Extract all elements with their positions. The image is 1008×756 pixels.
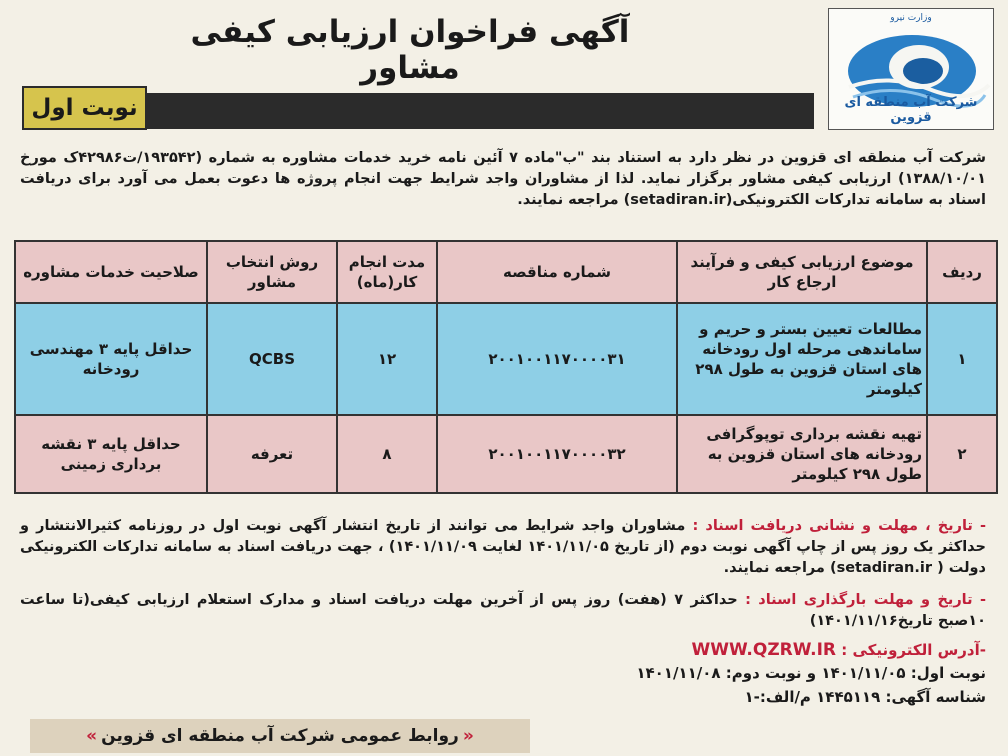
docs-text: مشاوران واجد شرایط می توانند از تاریخ انتشار آگهی نوبت اول در روزنامه کثیرالانتشار و حداکثر یک روز پس از چاپ آگهی نوبت دوم (از تاریخ ۱۴۰۱/۱۱/۰۵ لغایت ۱۴۰۱/۱۱/۰۹) ، جهت دریافت اسناد به سامانه تدارکات الکترونیکی دولت ( setadiran.ir) مراجعه نمایند.: [20, 518, 986, 576]
logo-caption: شرکت آب منطقه ای قزوین: [844, 95, 978, 125]
cell-row-number: ۱: [927, 303, 997, 415]
header-tender-number: شماره مناقصه: [437, 241, 677, 303]
cell-competence: حداقل پایه ۳ مهندسی رودخانه: [15, 303, 207, 415]
tender-table: [14, 240, 998, 494]
footer-quote-close: »: [86, 726, 98, 746]
table-row: [15, 303, 997, 415]
notice-title: آگهی فراخوان ارزیابی کیفی مشاور: [190, 14, 630, 86]
footer-quote-open: «: [462, 726, 474, 746]
publish-dates: نوبت اول: ۱۴۰۱/۱۱/۰۵ و نوبت دوم: ۱۴۰۱/۱۱/۰۸: [636, 664, 986, 682]
header-subject: موضوع ارزیابی کیفی و فرآیند ارجاع کار: [677, 241, 927, 303]
web-label: -آدرس الکترونیکی :: [841, 641, 986, 659]
header-competence: صلاحیت خدمات مشاوره: [15, 241, 207, 303]
cell-tender-number: ۲۰۰۱۰۰۱۱۷۰۰۰۰۳۲: [437, 415, 677, 493]
header-method: روش انتخاب مشاور: [207, 241, 337, 303]
table-header-row: [15, 241, 997, 303]
table-row: [15, 415, 997, 493]
cell-method: QCBS: [207, 303, 337, 415]
cell-competence: حداقل پایه ۳ نقشه برداری زمینی: [15, 415, 207, 493]
intro-paragraph: شرکت آب منطقه ای قزوین در نظر دارد به استناد بند "ب"ماده ۷ آئین نامه خرید خدمات مشاوره به شماره (۱۹۳۵۴۲/ت۴۲۹۸۶ک مورخ ۱۳۸۸/۱۰/۰۱) ارزیابی کیفی مشاور برگزار نماید. لذا از مشاوران واجد شرایط جهت انجام پروژه ها دعوت بعمل می آورد برای دریافت اسناد به سامانه تدارکات الکترونیکی(setadiran.ir) مراجعه نمایند.: [20, 150, 986, 208]
docs-section: [20, 516, 986, 579]
cell-row-number: ۲: [927, 415, 997, 493]
submit-section: [20, 590, 986, 632]
header-row-number: ردیف: [927, 241, 997, 303]
ad-id: شناسه آگهی: ۱۴۴۵۱۱۹ م/الف:-۱: [744, 688, 986, 706]
company-logo: [828, 8, 994, 130]
cell-duration: ۸: [337, 415, 437, 493]
submit-text: حداکثر ۷ (هفت) روز پس از آخرین مهلت دریافت اسناد و مدارک استعلام ارزیابی کیفی(تا ساعت ۱۰صبح تاریخ۱۴۰۱/۱۱/۱۶): [20, 592, 986, 629]
logo-top-text: وزارت نیرو: [890, 13, 932, 23]
cell-duration: ۱۲: [337, 303, 437, 415]
turn-badge: نوبت اول: [22, 86, 147, 130]
footer-banner: [30, 719, 530, 753]
web-address-link[interactable]: WWW.QZRW.IR: [691, 640, 836, 660]
footer-text: روابط عمومی شرکت آب منطقه ای قزوین: [101, 726, 459, 746]
cell-subject: تهیه نقشه برداری توپوگرافی رودخانه های استان قزوین به طول ۲۹۸ کیلومتر: [677, 415, 927, 493]
cell-subject: مطالعات تعیین بستر و حریم و ساماندهی مرحله اول رودخانه های استان قزوین به طول ۲۹۸ کیلومتر: [677, 303, 927, 415]
header-duration: مدت انجام کار(ماه): [337, 241, 437, 303]
submit-label: - تاریخ و مهلت بارگذاری اسناد :: [745, 592, 987, 608]
cell-method: تعرفه: [207, 415, 337, 493]
docs-label: - تاریخ ، مهلت و نشانی دریافت اسناد :: [692, 518, 986, 534]
cell-tender-number: ۲۰۰۱۰۰۱۱۷۰۰۰۰۳۱: [437, 303, 677, 415]
web-line: [692, 640, 986, 660]
